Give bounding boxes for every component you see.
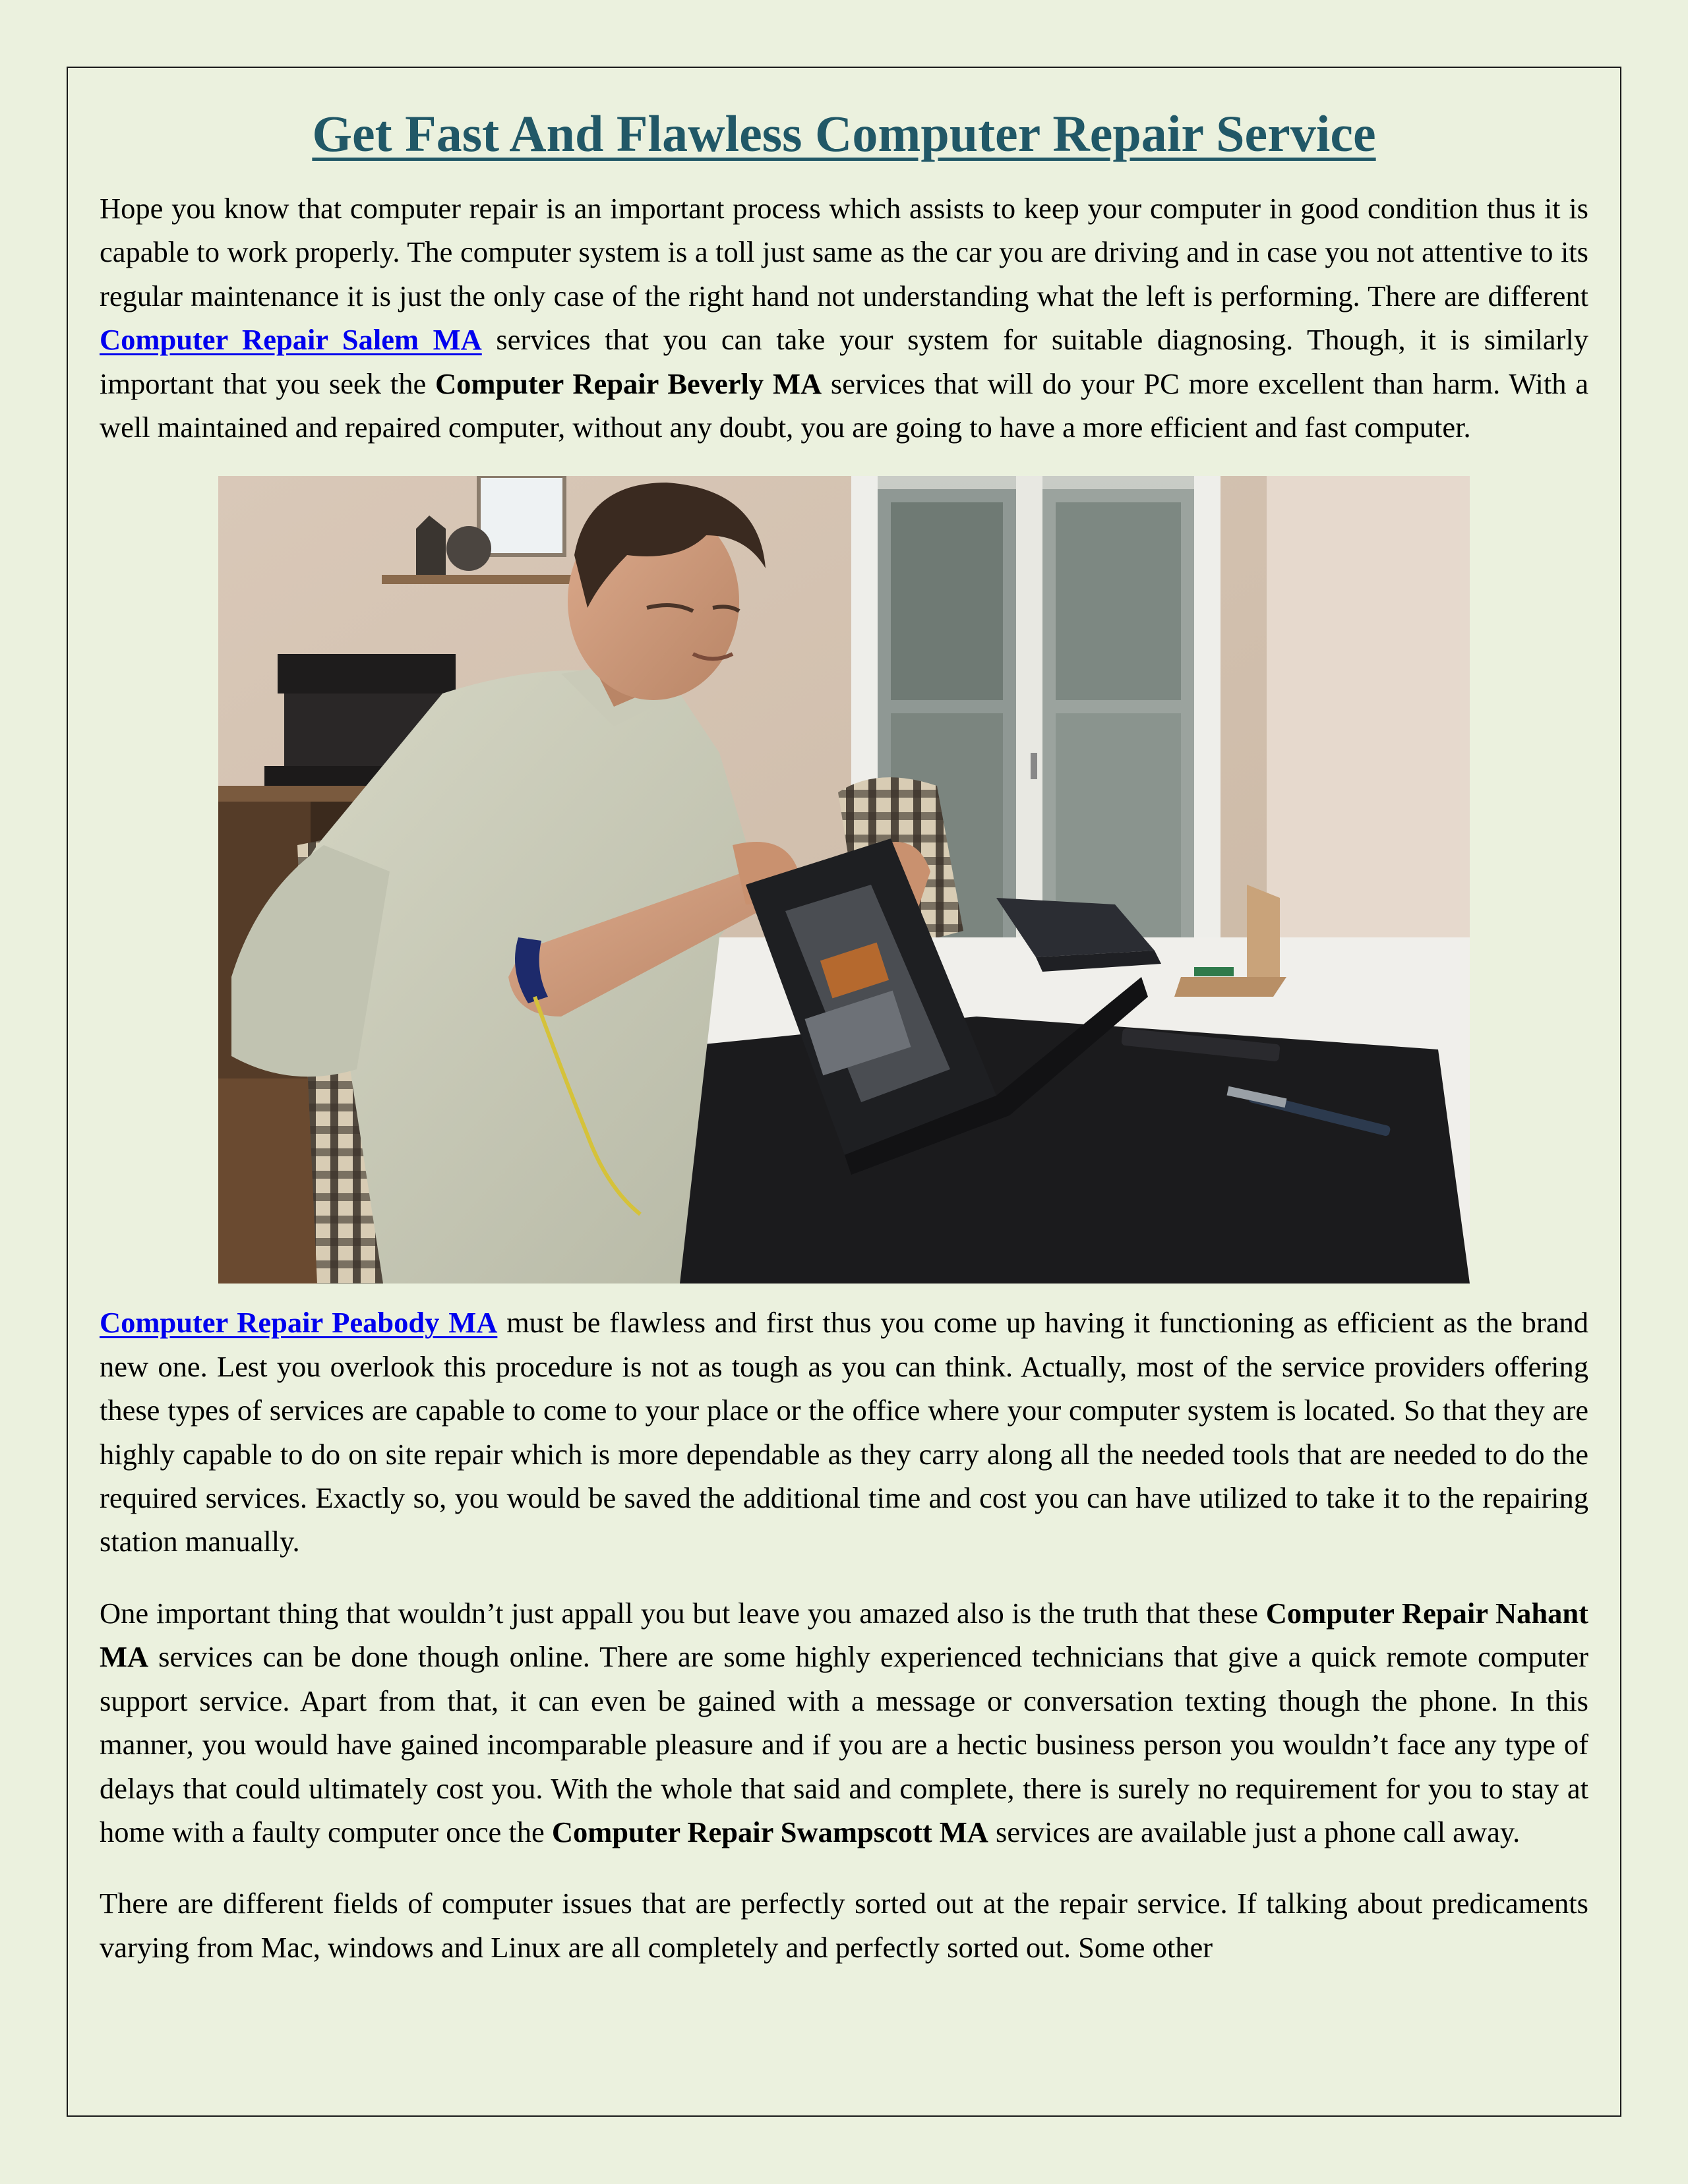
paragraph-3-text-c: services are available just a phone call away.	[988, 1815, 1521, 1848]
technician-repairing-laptop-photo-icon	[218, 476, 1470, 1284]
document-body	[100, 98, 1588, 1969]
bold-computer-repair-nahant: Computer Repair Nahant MA	[100, 1596, 1588, 1674]
technician-photo	[218, 476, 1470, 1284]
bold-computer-repair-swampscott: Computer Repair Swampscott MA	[551, 1815, 988, 1848]
bold-computer-repair-beverly: Computer Repair Beverly MA	[435, 367, 822, 400]
page-title: Get Fast And Flawless Computer Repair Service	[312, 105, 1376, 162]
paragraph-2-text-a: must be flawless and first thus you come up having it functioning as efficient as the brand new one. Lest you overlook this procedure is not as tough as you can think. Actually, most of the service providers offering these types of services are capable to come to your place or the office where your computer system is located. So that they are highly capable to do on site repair which is more dependable as they carry along all the needed tools that are needed to do the required services. Exactly so, you would be saved the additional time and cost you can have utilized to take it to the repairing station manually.	[100, 1306, 1588, 1558]
paragraph-3-text-a: One important thing that wouldn’t just appall you but leave you amazed also is the truth that these	[100, 1596, 1266, 1630]
link-computer-repair-salem[interactable]: Computer Repair Salem MA	[100, 323, 482, 357]
paragraph-1-text-b: services that you can take your system for suitable diagnosing. Though, it is similarly important that you seek the	[100, 323, 1588, 400]
paragraph-2	[100, 1301, 1588, 1563]
paragraph-1	[100, 187, 1588, 449]
paragraph-1-text-a: Hope you know that computer repair is an important process which assists to keep your computer in good condition thus it is capable to work properly. The computer system is a toll just same as the car you are driving and in case you not attentive to its regular maintenance it is just the only case of the right hand not understanding what the left is performing. There are different	[100, 192, 1588, 312]
link-computer-repair-peabody[interactable]: Computer Repair Peabody MA	[100, 1306, 498, 1340]
paragraph-1-text-c: services that will do your PC more excellent than harm. With a well maintained and repaired computer, without any doubt, you are going to have a more efficient and fast computer.	[100, 367, 1589, 444]
paragraph-4-text-a: There are different fields of computer issues that are perfectly sorted out at the repair service. If talking about predicaments varying from Mac, windows and Linux are all completely and perfectly sorted out. Some other	[100, 1887, 1588, 1964]
paragraph-4	[100, 1881, 1588, 1969]
paragraph-3	[100, 1591, 1588, 1854]
paragraph-3-text-b: services can be done though online. There are some highly experienced technicians that give a quick remote computer support service. Apart from that, it can even be gained with a message or conversation texting though the phone. In this manner, you would have gained incomparable pleasure and if you are a hectic business person you wouldn’t face any type of delays that could ultimately cost you. With the whole that said and complete, there is surely no requirement for you to stay at home with a faulty computer once the	[100, 1640, 1588, 1848]
